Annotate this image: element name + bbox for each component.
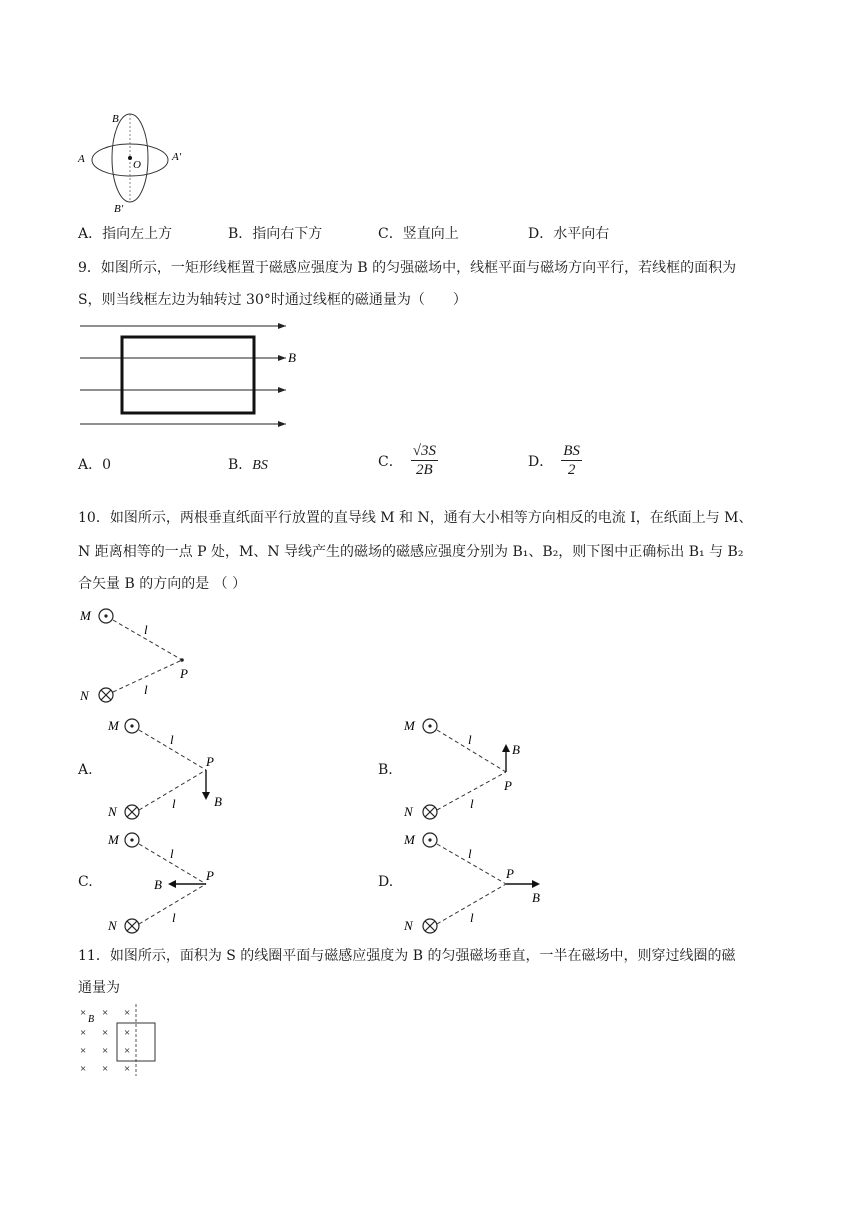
q10-stem-line2: N 距离相等的一点 P 处，M、N 导线产生的磁场的磁感应强度分别为 B₁、B₂，则下图中正确标出 B₁ 与 B₂ bbox=[78, 544, 744, 560]
svg-text:P: P bbox=[180, 666, 188, 681]
svg-text:×: × bbox=[102, 1045, 109, 1057]
svg-text:l: l bbox=[468, 846, 472, 861]
svg-text:P: P bbox=[506, 866, 514, 881]
svg-text:N: N bbox=[404, 804, 413, 819]
svg-text:×: × bbox=[124, 1045, 131, 1057]
q9-figure bbox=[76, 318, 306, 432]
svg-text:l: l bbox=[144, 622, 148, 637]
svg-text:P: P bbox=[504, 778, 512, 793]
q10-main-figure bbox=[78, 602, 218, 710]
svg-text:M: M bbox=[108, 832, 119, 847]
q9-stem-line1: 9．如图所示，一矩形线框置于磁感应强度为 B 的匀强磁场中，线框平面与磁场方向平行，若线框的面积为 bbox=[78, 260, 737, 276]
svg-text:l: l bbox=[470, 796, 474, 811]
svg-text:×: × bbox=[80, 1063, 87, 1075]
svg-text:×: × bbox=[102, 1007, 109, 1019]
svg-text:×: × bbox=[102, 1027, 109, 1039]
svg-text:M: M bbox=[108, 718, 119, 733]
svg-text:B: B bbox=[214, 794, 222, 809]
q10-option-d-label: D. bbox=[378, 874, 394, 890]
q9-option-a: A．0 bbox=[78, 457, 112, 473]
svg-text:×: × bbox=[80, 1027, 87, 1039]
q9-option-c: C． $\frac{√3S}{2B}$ bbox=[378, 443, 436, 478]
q9-option-b: B．BS bbox=[228, 457, 268, 473]
svg-text:l: l bbox=[470, 910, 474, 925]
svg-text:l: l bbox=[170, 846, 174, 861]
q8-label-B: B bbox=[112, 113, 119, 125]
svg-text:B: B bbox=[88, 1014, 95, 1025]
svg-text:×: × bbox=[124, 1027, 131, 1039]
q10-option-a-label: A. bbox=[78, 762, 93, 778]
q8-label-B-prime: B′ bbox=[114, 203, 124, 215]
svg-text:B: B bbox=[154, 877, 162, 892]
q10-stem-line3: 合矢量 B 的方向的是 （ ） bbox=[78, 576, 247, 592]
q10-option-b-figure bbox=[402, 712, 542, 824]
q11-stem-line2: 通量为 bbox=[78, 980, 120, 996]
q10-option-b-label: B. bbox=[378, 762, 393, 778]
svg-text:l: l bbox=[144, 682, 148, 697]
svg-text:×: × bbox=[124, 1007, 131, 1019]
q8-label-A-prime: A′ bbox=[172, 151, 182, 163]
svg-text:l: l bbox=[468, 732, 472, 747]
q8-option-d: D．水平向右 bbox=[528, 226, 610, 242]
q9-option-d: D． $\frac{BS}{2}$ bbox=[528, 443, 580, 478]
svg-text:l: l bbox=[172, 910, 176, 925]
svg-text:×: × bbox=[80, 1007, 87, 1019]
svg-text:l: l bbox=[170, 732, 174, 747]
svg-text:×: × bbox=[102, 1063, 109, 1075]
q8-option-a: A．指向左上方 bbox=[78, 226, 173, 242]
q11-figure bbox=[76, 1002, 166, 1078]
svg-text:M: M bbox=[404, 832, 415, 847]
q10-option-a-figure bbox=[106, 712, 246, 824]
q8-label-O: O bbox=[133, 159, 141, 171]
svg-text:P: P bbox=[206, 868, 214, 883]
q8-option-b: B．指向右下方 bbox=[228, 226, 323, 242]
q10-option-c-figure bbox=[106, 826, 246, 938]
q9-stem-line2: S，则当线框左边为轴转过 30°时通过线框的磁通量为（ ） bbox=[78, 292, 467, 308]
q8-option-c: C．竖直向上 bbox=[378, 226, 459, 242]
svg-text:×: × bbox=[124, 1063, 131, 1075]
q11-stem-line1: 11．如图所示，面积为 S 的线圈平面与磁感应强度为 B 的匀强磁场垂直，一半在磁场中，则穿过线圈的磁 bbox=[78, 948, 736, 964]
svg-text:×: × bbox=[80, 1045, 87, 1057]
svg-text:M: M bbox=[80, 608, 91, 623]
svg-text:N: N bbox=[404, 918, 413, 933]
q8-figure bbox=[74, 108, 204, 218]
svg-text:P: P bbox=[206, 754, 214, 769]
svg-text:N: N bbox=[80, 688, 89, 703]
svg-text:B: B bbox=[532, 890, 540, 905]
q8-label-A: A bbox=[78, 153, 85, 165]
svg-text:N: N bbox=[108, 918, 117, 933]
svg-text:B: B bbox=[512, 742, 520, 757]
svg-text:l: l bbox=[172, 796, 176, 811]
q10-stem-line1: 10．如图所示，两根垂直纸面平行放置的直导线 M 和 N，通有大小相等方向相反的电流 I，在纸面上与 M、 bbox=[78, 510, 753, 526]
svg-text:M: M bbox=[404, 718, 415, 733]
q9-label-B: B bbox=[288, 350, 296, 365]
q10-option-d-figure bbox=[402, 826, 562, 938]
q10-option-c-label: C. bbox=[78, 874, 93, 890]
svg-text:N: N bbox=[108, 804, 117, 819]
